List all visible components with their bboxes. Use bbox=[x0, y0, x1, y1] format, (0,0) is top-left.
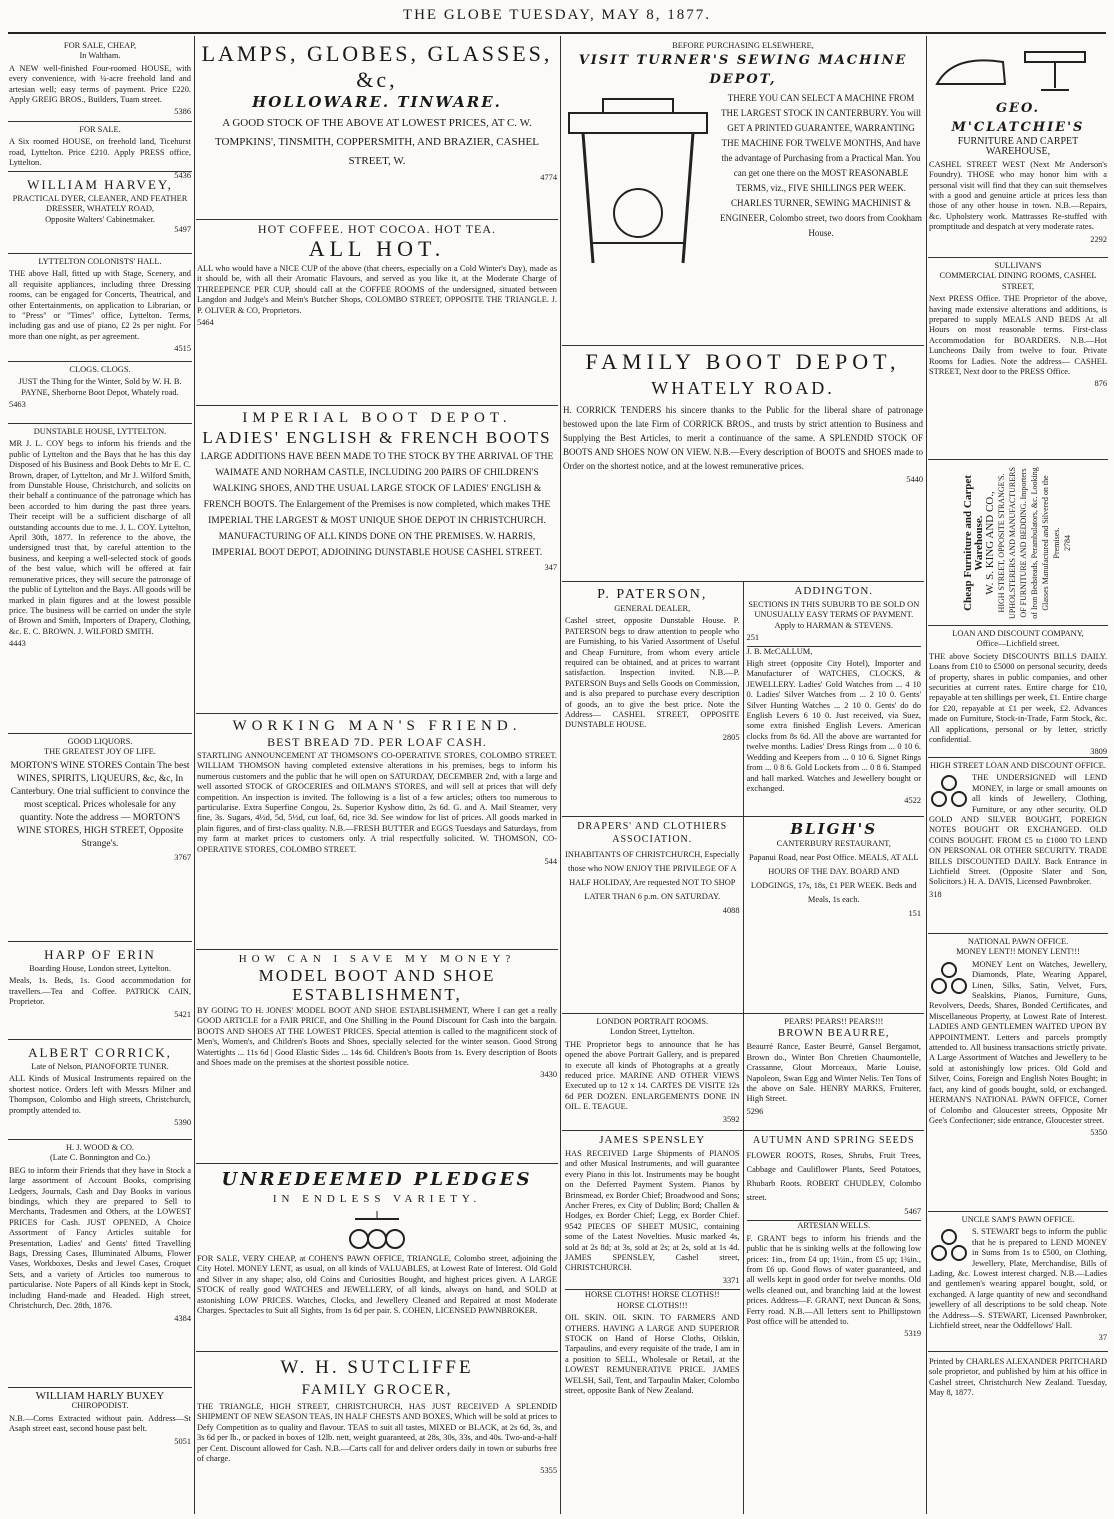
ad-body: SECTIONS IN THIS SUBURB TO BE SOLD ON UNUSUALLY EASY TERMS OF PAYMENT. Apply to HARMAN & STEVENS. bbox=[748, 600, 920, 630]
row-portrait-pears bbox=[562, 1014, 924, 1131]
imprint bbox=[928, 1352, 1108, 1404]
ad-imperial-boot-depot bbox=[196, 406, 558, 714]
ad-body: Beaurré Rance, Easter Beurré, Gansel Bergamot, Brown do., Winter Bon Chretien Chaumontelle, Crassanne, Glout Morceaux, Marie Louise, Napoleon, Swan Egg and Winter Nelis. Ten Tons of the above on Sale. HENRY MARKS, Fruiterer, High Street. bbox=[746, 1042, 921, 1104]
ad-body: ALL who would have a NICE CUP of the above (that cheers, especially on a Cold Winter's Day), made as it should be, with all their Aromatic Flavours, and served as you like it, at the Moderate Charge of THREEPENCE PER CUP, should call at the COFFEE ROOMS of the undersigned, situated between Langdon and Judge's and Mein's Butcher Shops, COLOMBO STREET, OPPOSITE THE TRIANGLE. J. P. OLIVER & CO, Proprietors. bbox=[197, 264, 557, 315]
ad-body: Cashel street, opposite Dunstable House. P. PATERSON begs to draw attention to people who are Furnishing, to his Varied Assortment of Useful and Cheap Furniture, from whom every article required can be obtained, and at prices to warrant satisfaction. Inspection invited. N.B.—P. PATERSON Buys and Sells Goods on Commission, and is also prepared to purchase every description of goods, an to give the best price. Note the Address— CASHEL STREET, OPPOSITE DUNSTABLE HOUSE. bbox=[565, 616, 740, 730]
ad-subheading: MONEY LENT!! MONEY LENT!!! bbox=[956, 947, 1080, 957]
ad-heading: P. PATERSON, bbox=[597, 587, 708, 602]
masthead: THE GLOBE TUESDAY, MAY 8, 1877. bbox=[402, 7, 712, 23]
ad-subheading: ALL HOT. bbox=[308, 236, 446, 261]
ad-number: 2292 bbox=[1090, 234, 1107, 244]
ad-number: 5463 bbox=[9, 400, 26, 410]
ad-drapers-association bbox=[562, 817, 744, 1013]
ad-sullivans-dining bbox=[928, 258, 1108, 460]
ad-william-harvey bbox=[8, 172, 192, 254]
ad-body: THERE YOU CAN SELECT A MACHINE FROM THE LARGEST STOCK IN CANTERBURY. You will GET A PRINTED GUARANTEE, WARRANTING THE MACHINE FOR TWELVE MONTHS, And have the advantage of Purchasing from a Practical Man. You can get one there on the MOST REASONABLE TERMS, viz., FIVE SHILLINGS PER WEEK. CHARLES TURNER, SEWING MACHINIST & ENGINEER, Colombo street, two doors from Cookham House. bbox=[720, 93, 922, 239]
pawn-balls-icon bbox=[929, 958, 969, 998]
ad-heading: BEFORE PURCHASING ELSEWHERE, bbox=[672, 41, 814, 50]
ad-number: 5440 bbox=[906, 475, 923, 484]
ad-number: 5467 bbox=[904, 1207, 921, 1216]
ad-body: STARTLING ANNOUNCEMENT AT THOMSON'S CO-OPERATIVE STORES, COLOMBO STREET. WILLIAM THOMSON having completed extensive alterations in his premises, begs to inform his numerous customers and the public that he will open on SATURDAY, DECEMBER 2nd, with a large and well assorted STOCK of GROCERIES and OILMAN'S STORES, and will sell at prices that will defy competition. An inspection is invited. The following is a list of a few articles; others too numerous to particularise. Extra Superfine Congou, 2s. Superior Kyshow ditto, 2s 6d. G. and A. Mail Steamer, very fine, 3s. Sugars, 4½d, 5d, 5½d, cut loaf, 6d, rice 3d. See window for list of prices. All goods marked in plain figures, and of first-class quality. N.B.—FRESH BUTTER and EGGS Tuesdays and Saturdays, from my farm at market prices to customers only. A trial respectfully solicited. W. THOMSON, CO-OPERATIVE STORES, COLOMBO STREET. bbox=[197, 751, 557, 854]
ad-body: MONEY Lent on Watches, Jewellery, Diamonds, Plate, Wearing Apparel, Linen, Silks, Satin, Velvet, Furs, Sealskins, Pianos, Furniture, Guns, Revolvers, Deeds, Shares, Bonded Certificates, and Miscellaneous Property, at Lowest Rate of Interest. LADIES AND GENTLEMEN WAITED UPON BY APPOINTMENT. Letters and parcels promptly attended to. All business transactions strictly private. A Large Assortment of Watches and Jewellery to be sold at astonishingly low prices. Old Gold and Silver, Coins, Foreign and English Notes Bought; in fact, any kind of goods bought, sold, or exchanged. HERMAN'S NATIONAL PAWN OFFICE, Corner of Colombo and Gloucester streets, Opposite Mr Gee's Confectioner; side entrance, Gloucester street. bbox=[929, 959, 1107, 1125]
ad-w-s-king bbox=[928, 460, 1108, 626]
ad-subheading: IN ENDLESS VARIETY. bbox=[272, 1193, 482, 1205]
ad-body: S. STEWART begs to inform the public that he is prepared to LEND MONEY in Sums from 1s to £500, on Clothing, Jewellery, Plate, Merchandise, Bills of Lading, &c. Lowest interest charged. N.B.—Ladies and gentlemen's wearing apparel bought, sold, or exchanged. A large quantity of new and secondhand jewellery of all descriptions to be sold cheap. Note the Address—S. STEWART, Licensed Pawnbroker, Lichfield street, near the Oddfellows' Hall. bbox=[929, 1227, 1107, 1331]
ad-heading: FAMILY BOOT DEPOT, bbox=[585, 349, 901, 374]
ad-subheading: WHATELY ROAD. bbox=[651, 378, 835, 398]
ad-subheading: London Street, Lyttelton. bbox=[610, 1027, 695, 1037]
ad-body: Meals, 1s. Beds, 1s. Good accommodation for travellers.—Tea and Coffee. PATRICK CAIN, Proprietor. bbox=[9, 976, 191, 1007]
ad-h-jones bbox=[196, 950, 558, 1164]
ad-high-street-loan bbox=[928, 758, 1108, 934]
ad-heading: HOT COFFEE. HOT COCOA. HOT TEA. bbox=[257, 222, 497, 236]
ad-heading: GOOD LIQUORS. bbox=[67, 737, 133, 746]
ad-number: 5390 bbox=[174, 1118, 191, 1128]
ad-heading: H. J. WOOD & CO. bbox=[65, 1143, 134, 1152]
ad-subheading: PRACTICAL DYER, CLEANER, AND FEATHER DRESSER, WHATELY ROAD, bbox=[12, 194, 188, 214]
ad-body: THE above Society DISCOUNTS BILLS DAILY. Loans from £10 to £5000 on personal security, deeds of property, shares in public companies, and other securities at current rates. Entire charge for £10, repayable at ten shillings per week, £1. Entire charge for £20, repayable at £1 per week, £2. Advances made on Furniture, Stock-in-Trade, Farm Stock, &c. All applications, personal or by letter, strictly confidential. bbox=[929, 651, 1107, 745]
ad-heading: GEO. M'CLATCHIE'S bbox=[951, 101, 1085, 135]
pawn-balls-icon bbox=[929, 771, 969, 811]
ad-number: 3809 bbox=[1090, 747, 1107, 757]
ad-body: FOR SALE, VERY CHEAP, at COHEN'S PAWN OFFICE, TRIANGLE, Colombo street, adjoining the City Hotel. MONEY LENT, as usual, on all kinds of VALUABLES, at Lowest Rate of Interest. Old Gold and Silver in any shape; also, old Coins and Curiosities Bought, and highest prices given. A LARGE STOCK of really good WATCHES and JEWELLERY, of all kinds, always on hand, and SOLD at astonishing LOW PRICES. Watches, Clocks, and Jewellery Cleaned and Repaired at most Moderate Charges. Spectacles to Suit all Sights, from 1s 6d per pair. S. COHEN, LICENSED PAWNBROKER. bbox=[197, 1254, 557, 1316]
ad-heading: LOAN AND DISCOUNT COMPANY, bbox=[952, 629, 1084, 638]
ad-number: 4515 bbox=[174, 344, 191, 354]
ad-heading: IMPERIAL BOOT DEPOT. bbox=[242, 410, 512, 426]
ad-cohen-pledges bbox=[196, 1164, 558, 1352]
ad-heading: DRAPERS' AND CLOTHIERS ASSOCIATION. bbox=[577, 821, 728, 845]
ad-body: HAS RECEIVED Large Shipments of PIANOS and other Musical Instruments, and will guarantee every Piano in this lot. Instruments may be bought on the Deferred Payment System. Pianos by Brinsmead, ex Border Chief; Broadwood and Sons; Ancher Freres, ex City of Dublin; Bord; Challen & Hodges, ex Border Chief; Legg, ex Border Chief. 9542 PIECES OF SHEET MUSIC, containing some of the Latest Novelties. Music marked 4s, sold at 2s 8d; at 3s, sold at 2s; at 2s, sold at 1s 4d. JAMES SPENSLEY, Cashel street, CHRISTCHURCH. bbox=[565, 1149, 740, 1273]
ad-body: H. CORRICK TENDERS his sincere thanks to the Public for the liberal share of patronage bestowed upon the late Firm of CORRICK BROS., and trusts by strict attention to Business and Supplying the Best Articles, to merit a continuance of the same. A SPLENDID STOCK OF BOOTS AND SHOES NOW ON VIEW. N.B.—Every description of BOOTS and SHOES made to Order on the shortest notice, and at the lowest remunerative prices. bbox=[563, 405, 923, 471]
ad-number: 4522 bbox=[904, 796, 921, 806]
ad-number: 3371 bbox=[722, 1275, 740, 1285]
ad-heading: JAMES SPENSLEY bbox=[599, 1134, 706, 1146]
ad-vertical-text bbox=[963, 465, 1073, 621]
sewing-machine-icon bbox=[563, 93, 713, 273]
ad-number: 5436 bbox=[174, 170, 191, 180]
ad-turner-sewing bbox=[562, 38, 924, 346]
ad-subheading: VISIT TURNER'S SEWING MACHINE DEPOT, bbox=[578, 53, 908, 88]
ad-heading: ADDINGTON. bbox=[794, 585, 874, 597]
ad-heading: PEARS! PEARS!! PEARS!!! bbox=[784, 1017, 884, 1026]
ad-subheading: CANTERBURY RESTAURANT, bbox=[776, 839, 891, 848]
ad-all-hot bbox=[196, 220, 558, 406]
ad-body: Opposite Walters' Cabinetmaker. bbox=[45, 214, 155, 224]
ad-subheading: FAMILY GROCER, bbox=[301, 1382, 453, 1398]
ad-sutcliffe bbox=[196, 1352, 558, 1481]
ad-number: 5421 bbox=[174, 1009, 191, 1019]
ad-heading: CLOGS. CLOGS. bbox=[69, 365, 131, 374]
ad-body: THE UNDERSIGNED will LEND MONEY, in large or small amounts on all kinds of Jewellery, Clothing, Furniture, or any other security. OLD GOLD AND SILVER BOUGHT, FOREIGN NOTES BOUGHT OR EXCHANGED. OLD COINS BOUGHT. FROM £5 to £1000 TO LEND ON PERSONAL OR OTHER SECURITY. TRADE BILLS DISCOUNTED DAILY. Back Entrance in Lichfield Street. (Opposite Slater and Son, Solicitors.) H. A. DAVIS, Licensed Pawnbroker. bbox=[929, 773, 1107, 887]
column-3 bbox=[562, 38, 924, 1514]
pawn-balls-icon bbox=[347, 1209, 407, 1251]
ad-number: 5386 bbox=[174, 107, 191, 117]
ad-number: 37 bbox=[1098, 1333, 1107, 1343]
ad-blighs-restaurant bbox=[744, 817, 925, 1013]
column-rule bbox=[560, 36, 561, 1514]
masthead-rule bbox=[8, 32, 1106, 34]
column-rule bbox=[194, 36, 195, 1514]
ad-body: THE Proprietor begs to announce that he has opened the above Portrait Gallery, and is prepared to execute all kinds of Photographs at a greatly reduced price. MARINE AND OTHER VIEWS Executed up to 12 x 14. CARTES DE VISITE 12s 6d PER DOZEN. ENLARGEMENTS DONE IN OIL. E. TEAGUE. bbox=[565, 1039, 740, 1112]
ad-body: ALL Kinds of Musical Instruments repaired on the shortest notice. Orders left with Messrs Milner and Thompson, Colombo and High streets, Christchurch, promptly attended to. bbox=[9, 1074, 191, 1115]
ad-paterson bbox=[562, 582, 744, 816]
ad-body: N.B.—Corns Extracted without pain. Address—St Asaph street east, second house past belt. bbox=[9, 1413, 191, 1434]
ad-body: THE above Hall, fitted up with Stage, Scenery, and all requisite appliances, including three Dressing rooms, can be engaged for Concerts, Theatrical, and other Entertainments, on application to Librarian, or to "Press" or "Times" office, Lyttelton. Terms, including gas and use of piano, £2 2s per night. For more than one night, as per agreement. bbox=[9, 269, 191, 341]
furniture-engraving-icon bbox=[933, 44, 1103, 96]
ad-number: 318 bbox=[929, 889, 942, 899]
ad-heading: ARTESIAN WELLS. bbox=[747, 1220, 922, 1231]
ad-heading: WORKING MAN'S FRIEND. bbox=[232, 718, 522, 734]
ad-body: Next PRESS Office. THE Proprietor of the above, having made extensive alterations and additions, is prepared to supply MEALS AND BEDS At all Hours on most reasonable terms. First-class Accommodation for BOARDERS. N.B.—Hot Luncheons Daily from twelve to four. Private Rooms for Ladies. Note the address— CASHEL STREET, Next door to the PRESS Office. bbox=[929, 294, 1107, 377]
ad-heading: WILLIAM HARLY BUXEY bbox=[35, 1390, 165, 1402]
ad-body: F. GRANT begs to inform his friends and the public that he is sinking wells at the following low prices: 1in., from £4 up; 1½in., from £5 up; 1¾in., from £6 up. Good flows of water guaranteed, and all wells kept in good order for twelve months. Old wells cleaned out, and branching laid at the lowest prices. Address—F. GRANT, next Duncan & Sons, Ferry road. N.B.—All letters sent to Phillipstown Post office will be attended to. bbox=[746, 1233, 921, 1327]
ad-albert-corrick bbox=[8, 1040, 192, 1140]
ad-subheading: CHIROPODIST. bbox=[71, 1401, 129, 1411]
ad-body: CASHEL STREET WEST (Next Mr Anderson's Foundry). THOSE who may honor him with a personal visit will find that they can suit themselves with a good and genuine article at prices less than those of any other house in town. N.B.—Repairs, &c. Upholstery work. Mattrasses Re-stuffed with promptitude and despatch at very moderate rates. bbox=[929, 159, 1107, 232]
ad-colonists-hall bbox=[8, 254, 192, 362]
ad-number: 4088 bbox=[722, 906, 740, 915]
ad-heading: UNREDEEMED PLEDGES bbox=[221, 1169, 533, 1190]
ad-harp-of-erin bbox=[8, 942, 192, 1040]
ad-number: 5296 bbox=[746, 1106, 764, 1116]
ad-number: 5051 bbox=[174, 1436, 191, 1446]
ad-addington-mccallum bbox=[744, 582, 925, 816]
ad-number: 4774 bbox=[540, 173, 557, 182]
ad-subheading: HORSE CLOTHS!!! bbox=[617, 1300, 688, 1310]
ad-heading: UNCLE SAM'S PAWN OFFICE. bbox=[961, 1215, 1075, 1224]
ad-pears bbox=[744, 1014, 925, 1130]
ad-london-portrait-rooms bbox=[562, 1014, 744, 1130]
ad-number: 5464 bbox=[197, 318, 214, 328]
ad-subheading: Boarding House, London street, Lyttelton. bbox=[29, 964, 171, 973]
pawn-balls-icon bbox=[929, 1225, 969, 1265]
ad-subheading: HOLLOWARE. TINWARE. bbox=[252, 93, 502, 111]
row-spensley-seeds bbox=[562, 1131, 924, 1514]
ad-for-sale-lyttelton bbox=[8, 122, 192, 180]
row-drapers-bligh bbox=[562, 817, 924, 1014]
ad-heading: HIGH STREET LOAN AND DISCOUNT OFFICE. bbox=[929, 761, 1107, 770]
ad-mclatchie-furniture bbox=[928, 38, 1108, 258]
row-paterson-addington bbox=[562, 582, 924, 817]
ad-subheading: THE GREATEST JOY OF LIFE. bbox=[44, 747, 156, 757]
ad-subheading: BEST BREAD 7D. PER LOAF CASH. bbox=[267, 735, 487, 749]
ad-heading: SULLIVAN'S bbox=[994, 261, 1042, 270]
ad-body: A GOOD STOCK OF THE ABOVE AT LOWEST PRICES, AT C. W. TOMPKINS', TINSMITH, COPPERSMITH, AND BRAZIER, CASHEL STREET, W. bbox=[215, 117, 539, 167]
ad-number: 2805 bbox=[722, 732, 740, 742]
col-seeds-wells bbox=[744, 1131, 925, 1514]
ad-subheading: MODEL BOOT AND SHOE ESTABLISHMENT, bbox=[258, 966, 496, 1004]
ad-body: High street (opposite City Hotel), Importer and Manufacturer of WATCHES, CLOCKS, & JEWELLERY. Ladies' Gold Watches from ... 4 10 0. Ladies' Silver Watches from ... 2 10 0. Gents' Silver Hunting Watches ... 2 10 0. Gents' do do English Levers 6 10 0. Just received, via Suez, some extra finished English Levers. American clocks from 8s 6d. All the above are warranted for twelve months. Ladies' Dress Rings from ... 0 10 6. Wedding and Keepers from ... 0 10 6. Signet Rings from ... 0 8 6. Gold Lockets from ... 0 8 6. Stamped and hall marked. Watches and Jewellery bought or exchanged. bbox=[746, 659, 921, 793]
ad-body: THE TRIANGLE, HIGH STREET, CHRISTCHURCH, HAS JUST RECEIVED A SPLENDID SHIPMENT OF NEW SEASON TEAS, IN HALF CHESTS AND BOXES, Which will be sold at prices to Defy Competition as to quality and flavour. TEAS to suit all tastes, MIXED or BLACK, at 2s 6d, 3s, and 3s 6d per lb., or packed in boxes of 12lb. nett, weight guaranteed, at 28s, 30s, 33s, and 40s. Two-and-a-half per Cent. Discount allowed for Cash. N.B.—Carts call for and deliver orders daily in town or suburbs free of charge. bbox=[197, 1402, 557, 1464]
ad-dunstable-house bbox=[8, 424, 192, 734]
ad-heading: AUTUMN AND SPRING SEEDS bbox=[752, 1135, 915, 1146]
column-2 bbox=[196, 38, 558, 1514]
ad-heading: NATIONAL PAWN OFFICE. bbox=[967, 937, 1069, 946]
column-4 bbox=[928, 38, 1108, 1514]
ad-number: 4443 bbox=[9, 639, 26, 649]
ad-national-pawn bbox=[928, 934, 1108, 1212]
ad-heading: DUNSTABLE HOUSE, LYTTELTON. bbox=[33, 427, 167, 436]
ad-loan-discount bbox=[928, 626, 1108, 758]
ad-subheading: W. S. KING AND CO., bbox=[984, 490, 996, 595]
ad-body: A Six roomed HOUSE, on freehold land, Ticehurst road, Lyttelton. Price £210. Apply PRESS office, Lyttelton. bbox=[9, 137, 191, 168]
ad-number: 251 bbox=[746, 633, 760, 643]
ad-body: JUST the Thing for the Winter, Sold by W. H. B. PAYNE, Sherborne Boot Depot, Whately road. bbox=[18, 377, 182, 397]
ad-number: 4384 bbox=[174, 1313, 191, 1323]
ad-subheading: LADIES' ENGLISH & FRENCH BOOTS bbox=[202, 428, 552, 447]
ad-body: Papanui Road, near Post Office. MEALS, AT ALL HOURS OF THE DAY. BOARD AND LODGINGS, 17s, 18s, £1 PER WEEK. Beds and Meals, 1s each. bbox=[749, 853, 919, 905]
ad-number: 5497 bbox=[174, 225, 191, 235]
ad-heading: LAMPS, GLOBES, GLASSES, &c, bbox=[201, 41, 553, 92]
ad-number: 544 bbox=[544, 857, 557, 867]
ad-number: 3767 bbox=[174, 852, 191, 862]
ad-body: INHABITANTS OF CHRISTCHURCH, Especially those who NOW ENJOY THE PRIVILEGE OF A HALF HOLIDAY, Are requested NOT TO SHOP LATER THAN 6 p.m. ON SATURDAY. bbox=[565, 850, 740, 901]
ad-subheading: Late of Nelson, PIANOFORTE TUNER. bbox=[31, 1062, 169, 1071]
ad-heading: FOR SALE. bbox=[79, 125, 121, 134]
ad-number: 5319 bbox=[904, 1329, 921, 1339]
ad-body: MR J. L. COY begs to inform his friends and the public of Lyttelton and the Bays that he has this day Disposed of his Business and Book Debts to Mr E. C. Brown, draper, of Lyttelton, and Mr J. Wilford Smith, from Dunstable House, Christchurch, and solicits on their behalf a continuance of the patronage which has been accorded to him during the past three years. Their receipt will be a sufficient discharge of all outstanding accounts due to me. J. L. COY. Lyttelton, April 30th, 1877. In reference to the above, the undersigned trust that, by careful attention to the business, and keeping a well-selected stock of goods of the best value, which will be offered at fair remunerative prices, they will secure the patronage of the public of Lyttelton and the Bays. All goods will be marked in plain figures and at the lowest possible price. The business will be carried on under the style of Brown and Smith, Importers of Drapery, Clothing, &c. E. C. BROWN. J. WILFORD SMITH. bbox=[9, 439, 191, 636]
ad-body: HIGH STREET, OPPOSITE STRANGE'S. UPHOLSTERERS AND MANUFACTURERS OF FURNITURE AND BEDDING. Importers of Iron Bedsteads, Perambulators, &c. Looking Glasses Manufactured and Silvered on the Premises. bbox=[997, 466, 1061, 619]
ad-number: 3430 bbox=[540, 1070, 557, 1080]
ad-body: OIL SKIN. OIL SKIN. TO FARMERS AND OTHERS. HAVING A LARGE AND SUPERIOR STOCK on Hand of Horse Cloths, Oilskin, Tarpaulins, and every requisite of the trade, I am in a position to SELL, Wholesale or Retail, at the LOWEST REMUNERATIVE PRICE. JAMES WELSH, Sail, Tent, and Tarpaulin Maker, Colombo street, opposite Bank of New Zealand. bbox=[565, 1313, 740, 1395]
ad-subheading: GENERAL DEALER, bbox=[614, 604, 691, 613]
ad-family-boot-depot bbox=[562, 346, 924, 582]
ad-clogs bbox=[8, 362, 192, 424]
ad-heading: LONDON PORTRAIT ROOMS. bbox=[596, 1017, 709, 1026]
col-spensley-horse-cloths bbox=[562, 1131, 744, 1514]
ad-heading: J. B. McCALLUM, bbox=[747, 646, 922, 657]
ad-subheading: (Late C. Bonnington and Co.) bbox=[49, 1153, 151, 1163]
ad-number: 3592 bbox=[722, 1114, 740, 1124]
ad-body: LARGE ADDITIONS HAVE BEEN MADE TO THE STOCK BY THE ARRIVAL OF THE WAIMATE AND NORHAM CASTLE, INCLUDING 200 PAIRS OF CHILDREN'S WALKING SHOES, AND THE USUAL LARGE STOCK OF LADIES' ENGLISH & FRENCH BOOTS. The Enlargement of the Premises is now completed, which makes THE IMPERIAL THE LARGEST & MOST UNIQUE SHOE DEPOT IN CHRISTCHURCH. MANUFACTURING OF ALL KINDS DONE ON THE PREMISES. W. HARRIS, IMPERIAL BOOT DEPOT, ADJOINING DUNSTABLE HOUSE CASHEL STREET. bbox=[200, 452, 554, 558]
ad-body: A NEW well-finished Four-roomed HOUSE, with every convenience, with ¼-acre freehold land and artesian well; easy terms of payment. Price £220. Apply GREIG BROS., Builders, Tuam street. bbox=[9, 63, 191, 105]
ad-working-mans-friend bbox=[196, 714, 558, 950]
ad-heading: HORSE CLOTHS! HORSE CLOTHS!! bbox=[565, 1289, 740, 1300]
ad-for-sale-waltham bbox=[8, 38, 192, 122]
ad-subheading: FURNITURE AND CARPET WAREHOUSE, bbox=[957, 136, 1079, 158]
ad-body: BY GOING TO H. JONES' MODEL BOOT AND SHOE ESTABLISHMENT, Where I can get a really GOOD ARTICLE for a FAIR PRICE, and One Shilling in the Pound Discount for Cash into the bargain. BOOTS AND SHOES AT THE LOWEST PRICES. Special attention is called to the magnificent stock of Men's, Women's, and Children's Boots and Shoes, specially selected for the winter season. Good Strong Watertights ... 11s 6d | Good Elastic Sides ... 14s 6d. Children's Boots from 1s. Every description of Boots and Shoes made on the premises at the shortest possible notice. bbox=[197, 1006, 557, 1068]
column-rule bbox=[926, 36, 927, 1514]
ad-subheading: BROWN BEAURRE, bbox=[777, 1027, 890, 1040]
ad-subheading: Office—Lichfield street. bbox=[976, 639, 1060, 649]
ad-heading: BLIGH'S bbox=[790, 820, 878, 838]
ad-heading: W. H. SUTCLIFFE bbox=[280, 1357, 474, 1378]
imprint-text: Printed by CHARLES ALEXANDER PRITCHARD sole proprietor, and published by him at his office in Cashel street, Christchurch New Zealand. Tuesday, May 8, 1877. bbox=[929, 1357, 1107, 1398]
ad-number: 151 bbox=[908, 909, 921, 919]
ad-heading: LYTTELTON COLONISTS' HALL. bbox=[38, 257, 162, 266]
ad-heading: WILLIAM HARVEY, bbox=[27, 177, 173, 192]
ad-subheading: In Waltham. bbox=[79, 51, 121, 61]
column-1 bbox=[8, 38, 192, 1514]
ad-heading: HARP OF ERIN bbox=[44, 947, 156, 962]
ad-body: BEG to inform their Friends that they have in Stock a large assortment of Account Books, comprising Ledgers, Journals, Cash and Day Books in various bindings, which they are prepared to Sell to Merchants, Tradesmen and Others, at the LOWEST PRICES for Cash. JUST OPENED, A Choice Assortment of Fancy Articles suitable for Presentation, Ladies' and Gents' fitted Travelling Bags, Dressing Cases, Illuminated Albums, Flower Vases, Workboxes, Desks and Jewel Cases, Croquet Sets, and a variety of Articles too numerous to particularise. Note Papers of all Kinds kept in Stock, including Hand-made and Headed. High street, Christchurch, Dec. 28th, 1876. bbox=[9, 1165, 191, 1311]
ad-heading: Cheap Furniture and Carpet Warehouse. bbox=[962, 474, 985, 611]
ad-morton-wine-stores bbox=[8, 734, 192, 942]
ad-h-j-wood bbox=[8, 1140, 192, 1388]
ad-number: 347 bbox=[544, 563, 557, 572]
ad-tompkins bbox=[196, 38, 558, 220]
ad-body: FLOWER ROOTS, Roses, Shrubs, Fruit Trees, Cabbage and Cauliflower Plants, Seed Potatoes, Rhubarb Roots. ROBERT CHUDLEY, Colombo street. bbox=[746, 1151, 921, 1202]
ad-number: 5350 bbox=[1090, 1128, 1107, 1138]
ad-number: 876 bbox=[1094, 379, 1107, 389]
ad-buxey-chiropodist bbox=[8, 1388, 192, 1451]
ad-number: 5355 bbox=[540, 1466, 557, 1476]
ad-body: MORTON'S WINE STORES Contain The best WINES, SPIRITS, LIQUEURS, &c, &c, In Canterbury. One trial sufficient to convince the most sceptical. Prices wholesale for any quantity. Note the address — MORTON'S WINE STORES, HIGH STREET, Opposite Strange's. bbox=[10, 760, 190, 849]
ad-heading: ALBERT CORRICK, bbox=[28, 1045, 172, 1060]
ad-subheading: COMMERCIAL DINING ROOMS, CASHEL STREET, bbox=[939, 271, 1097, 291]
ad-uncle-sams bbox=[928, 1212, 1108, 1352]
ad-heading: HOW CAN I SAVE MY MONEY? bbox=[238, 953, 516, 965]
ad-number: 2784 bbox=[1063, 534, 1072, 551]
ad-heading: FOR SALE, CHEAP, bbox=[63, 41, 137, 50]
